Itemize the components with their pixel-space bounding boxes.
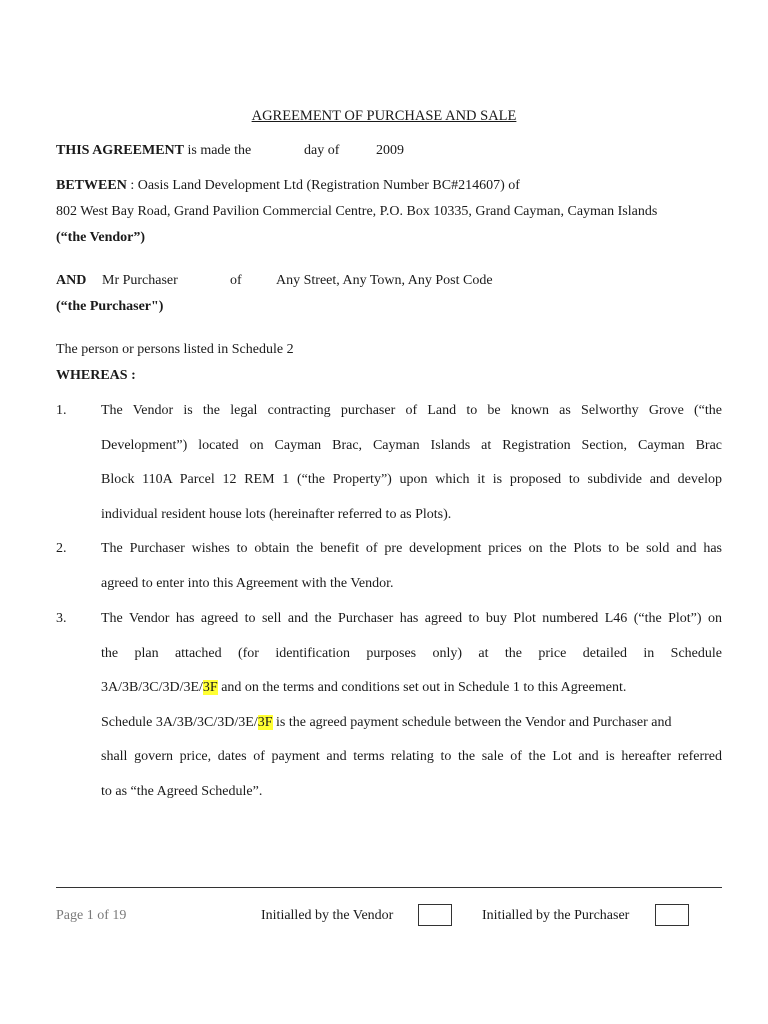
clause-line <box>101 715 722 731</box>
agreement-lead: THIS AGREEMENT <box>56 143 184 158</box>
highlighted-schedule: 3F <box>257 715 273 730</box>
agreement-year: 2009 <box>376 143 404 158</box>
agreement-day-of: day of <box>304 143 340 158</box>
vendor-initial-label: Initialled by the Vendor <box>261 908 394 923</box>
purchaser-address: Any Street, Any Town, Any Post Code <box>276 273 493 288</box>
clause-line: The Vendor is the legal contracting purchaser of Land to be known as Selworthy Grove (“the <box>101 403 722 418</box>
clause-text: is the agreed payment schedule between the Vendor and Purchaser and <box>272 715 672 730</box>
purchaser-of: of <box>230 273 242 288</box>
between-line <box>56 178 520 194</box>
clause-number: 3. <box>56 611 67 626</box>
clause-number: 2. <box>56 541 67 556</box>
clause-line: individual resident house lots (hereinafter referred to as Plots). <box>101 507 452 522</box>
vendor-role: (“the Vendor”) <box>56 230 146 245</box>
clause-line <box>101 680 722 696</box>
clause-line: to as “the Agreed Schedule”. <box>101 784 263 799</box>
purchaser-initial-box[interactable] <box>655 904 689 926</box>
purchaser-role: (“the Purchaser") <box>56 299 164 314</box>
purchaser-initial-label: Initialled by the Purchaser <box>482 908 630 923</box>
agreement-date-line <box>56 143 251 159</box>
schedule-ref: Schedule 3A/3B/3C/3D/3E/ <box>101 715 258 730</box>
vendor-address: 802 West Bay Road, Grand Pavilion Commercial Centre, P.O. Box 10335, Grand Cayman, Cayman Islands <box>56 204 658 219</box>
clause-line: Development”) located on Cayman Brac, Cayman Islands at Registration Section, Cayman Brac <box>101 438 722 453</box>
vendor-name: Oasis Land Development Ltd (Registration Number BC#214607) of <box>137 178 520 193</box>
clause-line: The Vendor has agreed to sell and the Purchaser has agreed to buy Plot numbered L46 (“the Plot”) on <box>101 611 722 626</box>
schedule-ref: 3A/3B/3C/3D/3E/ <box>101 680 203 695</box>
clause-line: the plan attached (for identification purposes only) at the price detailed in Schedule <box>101 646 722 661</box>
document-title: AGREEMENT OF PURCHASE AND SALE <box>251 108 517 124</box>
between-sep: : <box>130 178 135 193</box>
clause-line: The Purchaser wishes to obtain the benefit of pre development prices on the Plots to be sold and has <box>101 541 722 556</box>
footer-rule <box>56 887 722 888</box>
persons-note: The person or persons listed in Schedule 2 <box>56 342 294 357</box>
page-number: Page 1 of 19 <box>56 908 127 923</box>
clause-line: agreed to enter into this Agreement with the Vendor. <box>101 576 394 591</box>
vendor-initial-box[interactable] <box>418 904 452 926</box>
clause-number: 1. <box>56 403 67 418</box>
whereas-heading: WHEREAS : <box>56 368 136 383</box>
between-label: BETWEEN <box>56 178 127 193</box>
agreement-made: is made the <box>187 143 252 158</box>
purchaser-name: Mr Purchaser <box>102 273 178 288</box>
clause-line: shall govern price, dates of payment and terms relating to the sale of the Lot and is hereafter referred <box>101 749 722 764</box>
and-label: AND <box>56 273 87 288</box>
clause-text: and on the terms and conditions set out in Schedule 1 to this Agreement. <box>217 680 627 695</box>
highlighted-schedule: 3F <box>202 680 218 695</box>
clause-line: Block 110A Parcel 12 REM 1 (“the Property”) upon which it is proposed to subdivide and develop <box>101 472 722 487</box>
